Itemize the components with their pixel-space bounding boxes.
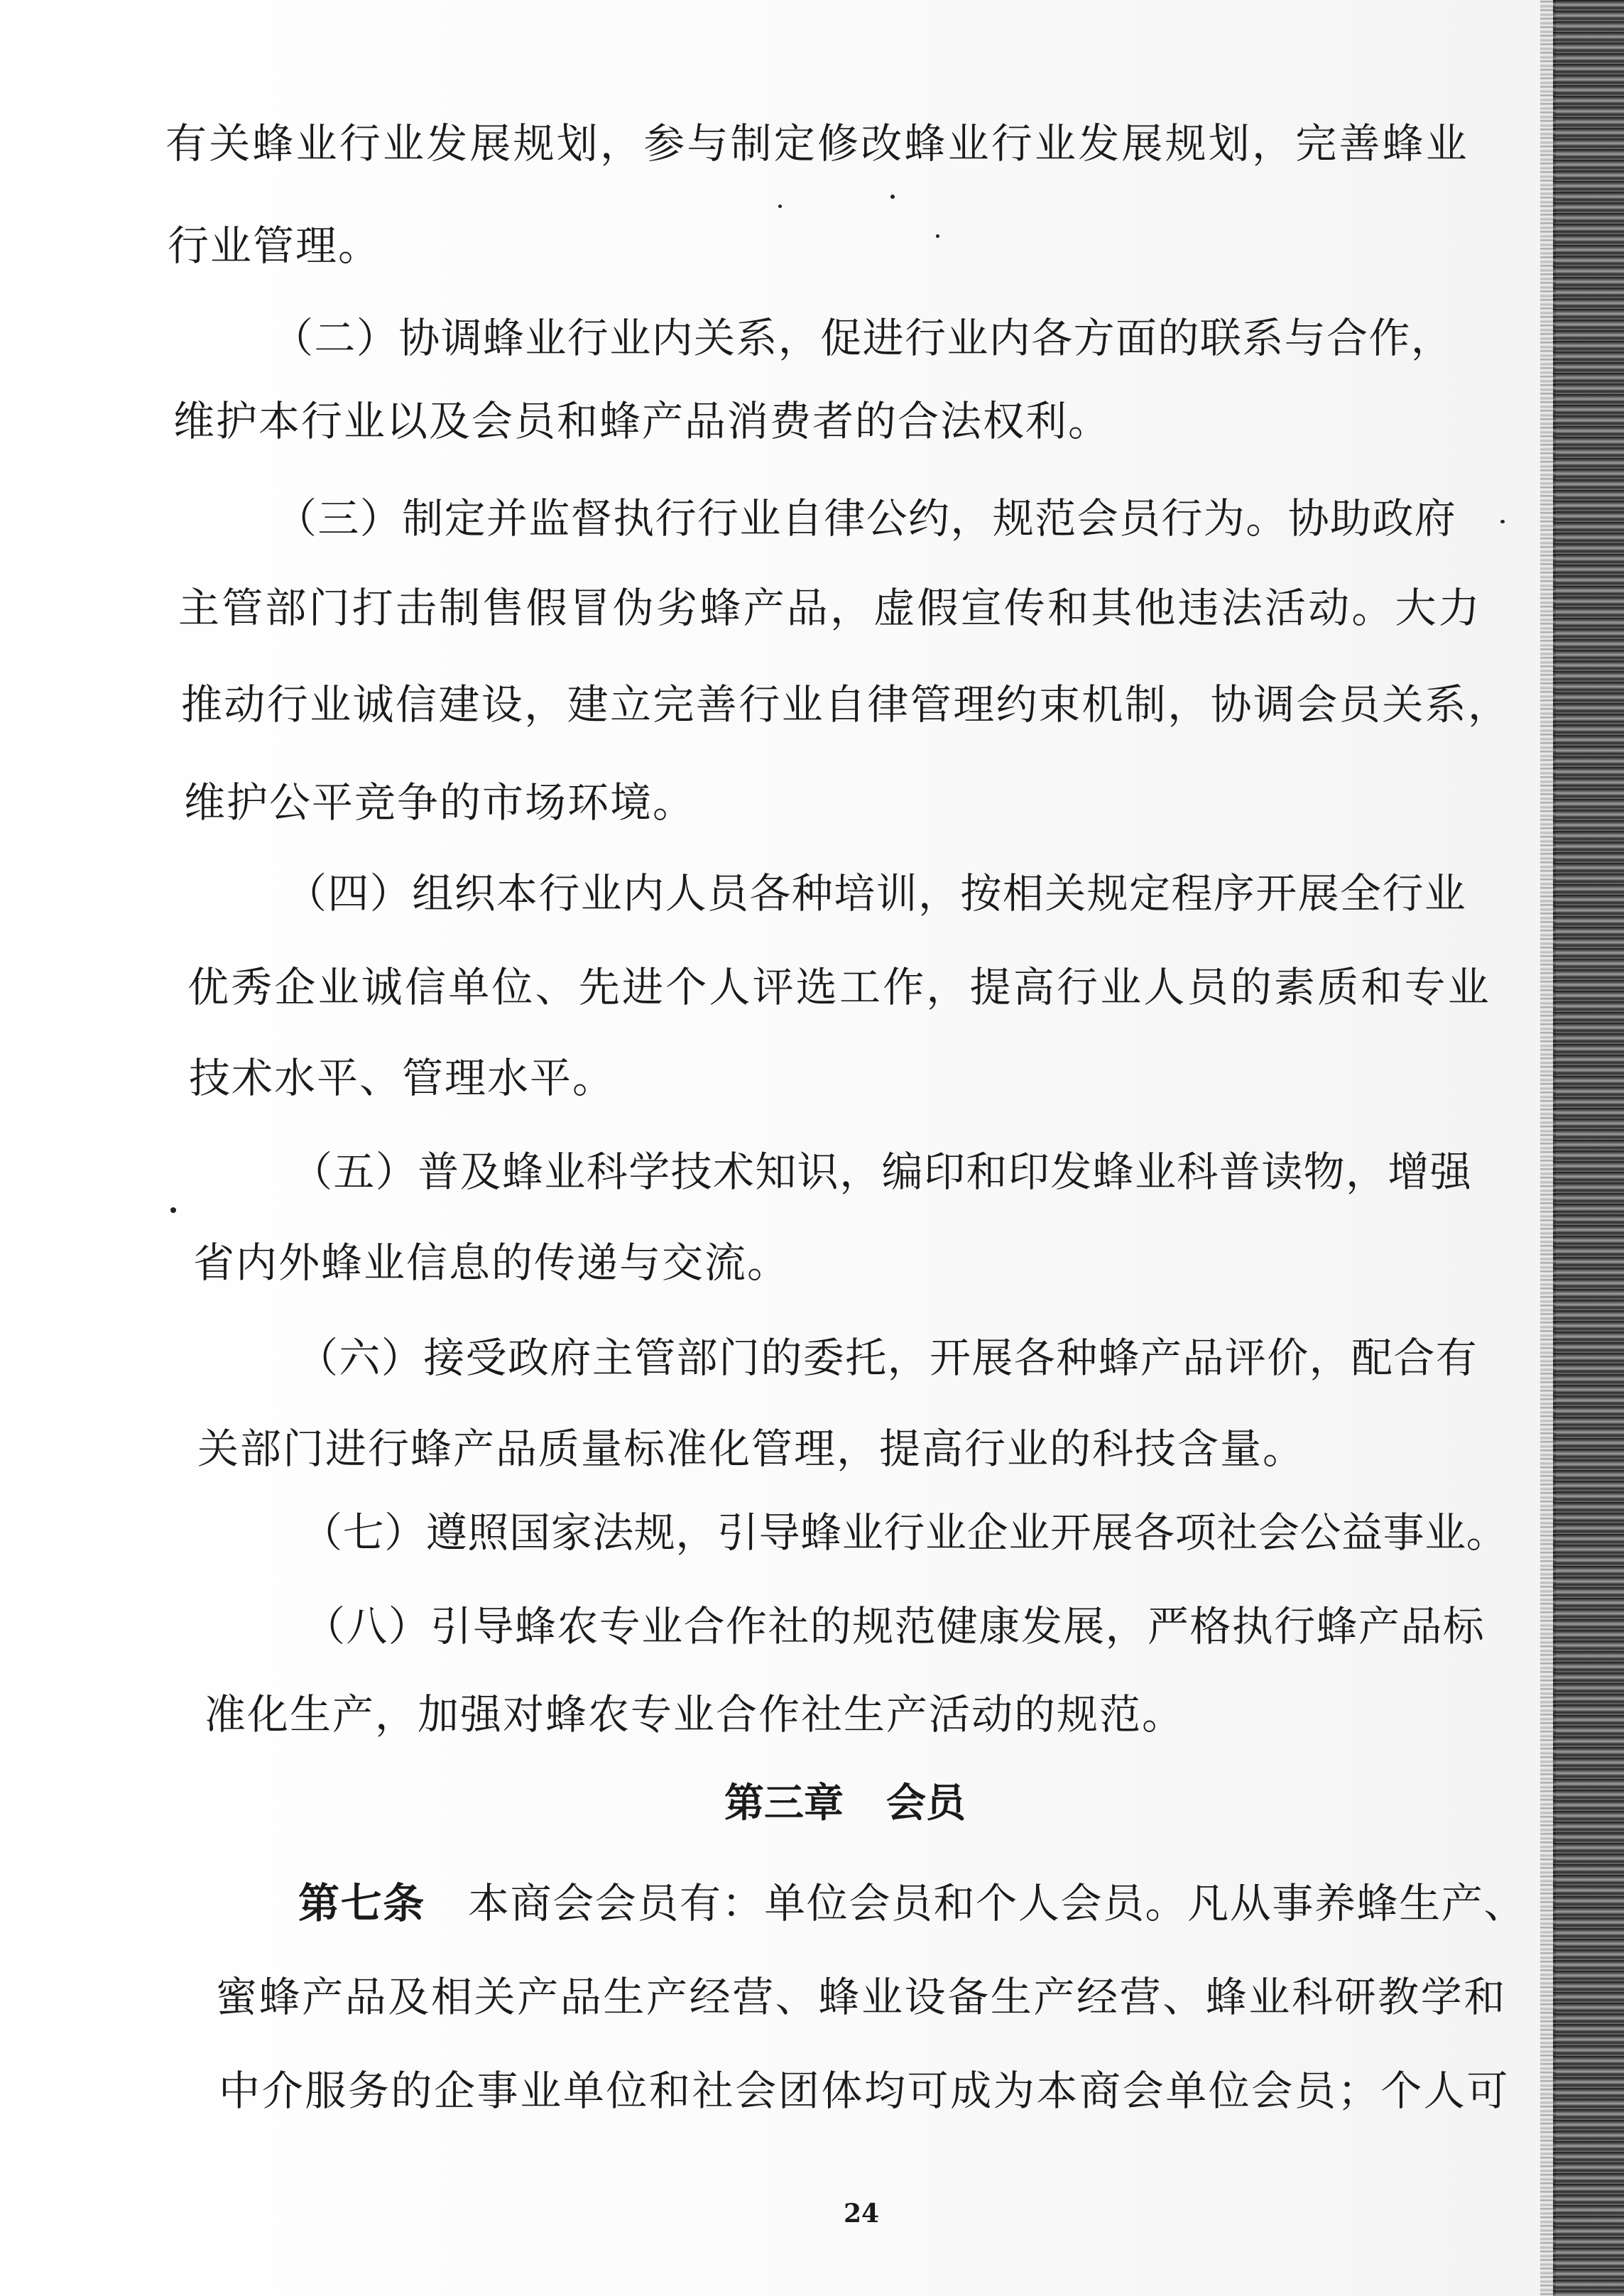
scan-speck — [170, 1207, 176, 1213]
scan-speck — [890, 195, 895, 199]
text-line: 有关蜂业行业发展规划，参与制定修改蜂业行业发展规划，完善蜂业 — [165, 119, 1470, 168]
text-line: 优秀企业诚信单位、先进个人评选工作，提高行业人员的素质和专业 — [187, 963, 1492, 1011]
text-line: （七）遵照国家法规，引导蜂业行业企业开展各项社会公益事业。 — [301, 1508, 1508, 1557]
text-line: （八）引导蜂农专业合作社的规范健康发展，严格执行蜂产品标 — [304, 1602, 1486, 1650]
text-line: 省内外蜂业信息的传递与交流。 — [193, 1239, 790, 1287]
text-line: （三）制定并监督执行行业自律公约，规范会员行为。协助政府 — [276, 494, 1457, 543]
text-line: 行业管理。 — [168, 222, 381, 270]
text-line: 中介服务的企事业单位和社会团体均可成为本商会单位会员；个人可 — [219, 2067, 1510, 2115]
chapter-title: 会员 — [886, 1780, 966, 1827]
text-line: 关部门进行蜂产品质量标准化管理，提高行业的科技含量。 — [197, 1425, 1306, 1473]
scan-edge-shadow — [1553, 0, 1624, 2296]
text-line: （五）普及蜂业科学技术知识，编印和印发蜂业科普读物，增强 — [291, 1148, 1473, 1196]
text-line: 准化生产，加强对蜂农专业合作社生产活动的规范。 — [205, 1690, 1185, 1739]
chapter-heading — [724, 1775, 966, 1832]
scan-speck — [936, 234, 939, 238]
text-line: （四）组织本行业内人员各种培训，按相关规定程序开展全行业 — [285, 869, 1467, 918]
scan-speck — [1500, 520, 1505, 523]
text-line: 主管部门打击制售假冒伪劣蜂产品，虚假宣传和其他违法活动。大力 — [178, 584, 1483, 632]
article-first-line — [298, 1875, 1526, 1932]
text-line: 蜜蜂产品及相关产品生产经营、蜂业设备生产经营、蜂业科研教学和 — [216, 1973, 1508, 2021]
text-line: 维护本行业以及会员和蜂产品消费者的合法权利。 — [173, 397, 1111, 445]
text-line: 技术水平、管理水平。 — [189, 1054, 616, 1102]
scan-speck — [778, 205, 782, 208]
text-line: 维护公平竞争的市场环境。 — [184, 778, 696, 827]
text-line: （二）协调蜂业行业内关系，促进行业内各方面的联系与合作， — [272, 314, 1454, 362]
article-text: 本商会会员有：单位会员和个人会员。凡从事养蜂生产、 — [467, 1879, 1526, 1927]
page-number: 24 — [844, 2199, 880, 2229]
chapter-number: 第三章 — [724, 1780, 844, 1827]
article-label: 第七条 — [298, 1879, 425, 1927]
text-line: 推动行业诚信建设，建立完善行业自律管理约束机制，协调会员关系， — [181, 680, 1511, 729]
text-line: （六）接受政府主管部门的委托，开展各种蜂产品评价，配合有 — [297, 1334, 1478, 1382]
